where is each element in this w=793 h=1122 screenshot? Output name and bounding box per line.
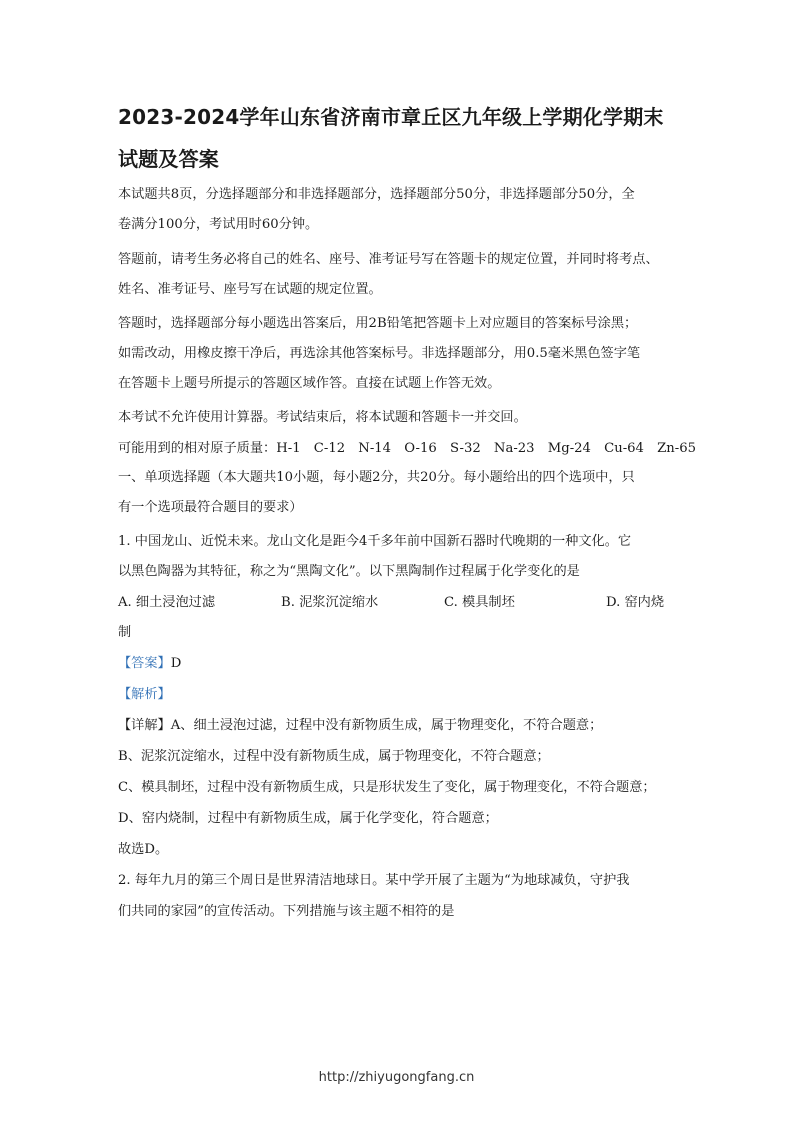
- footer-url: http://zhiyugongfang.cn: [318, 1070, 475, 1085]
- analysis-tag: 【解析】: [118, 687, 171, 702]
- answer-tag: 【答案】: [118, 656, 171, 671]
- question-2-stem-line: 2. 每年九月的第三个周日是世界清洁地球日。某中学开展了主题为“为地球减负，守护我: [118, 873, 630, 888]
- document-title-line-2: 试题及答案: [118, 147, 219, 171]
- instruction-line: 如需改动，用橡皮擦干净后，再选涂其他答案标号。非选择题部分，用0.5毫米黑色签字笔: [118, 346, 641, 361]
- question-2-stem-line: 们共同的家园”的宣传活动。下列措施与该主题不相符的是: [118, 904, 455, 919]
- section-heading-line: 有一个选项最符合题目的要求）: [118, 500, 303, 515]
- instruction-line: 本考试不允许使用计算器。考试结束后，将本试题和答题卡一并交回。: [118, 410, 527, 425]
- answer-value: D: [170, 656, 182, 671]
- option-a: A. 细土浸泡过滤: [118, 595, 216, 610]
- instruction-line: 在答题卡上题号所提示的答题区域作答。直接在试题上作答无效。: [118, 376, 501, 391]
- option-c: C. 模具制坯: [444, 595, 515, 610]
- option-d: D. 窑内烧: [606, 595, 665, 610]
- detail-line: 故选D。: [118, 842, 169, 857]
- question-1-stem-line: 1. 中国龙山、近悦未来。龙山文化是距今4千多年前中国新石器时代晚期的一种文化。它: [118, 534, 632, 549]
- atomic-mass-line: 可能用到的相对原子质量：H-1 C-12 N-14 O-16 S-32 Na-23 Mg-24 Cu-64 Zn-65: [118, 441, 697, 456]
- question-1-options: [118, 594, 678, 612]
- detail-line: 【详解】A、细土浸泡过滤，过程中没有新物质生成，属于物理变化，不符合题意；: [118, 718, 603, 733]
- instruction-line: 姓名、准考证号、座号写在试题的规定位置。: [118, 282, 382, 297]
- answer-line: [118, 655, 678, 673]
- instruction-line: 卷满分100分，考试用时60分钟。: [118, 217, 319, 232]
- detail-line: D、窑内烧制，过程中有新物质生成，属于化学变化，符合题意；: [118, 811, 498, 826]
- instruction-line: 答题前，请考生务必将自己的姓名、座号、准考证号写在答题卡的规定位置，并同时将考点、: [118, 252, 659, 267]
- option-d-continuation: 制: [118, 625, 132, 640]
- detail-line: C、模具制坯，过程中没有新物质生成，只是形状发生了变化，属于物理变化，不符合题意；: [118, 780, 656, 795]
- document-title-line-1: 2023-2024学年山东省济南市章丘区九年级上学期化学期末: [118, 105, 664, 129]
- instruction-line: 答题时，选择题部分每小题选出答案后，用2B铅笔把答题卡上对应题目的答案标号涂黑；: [118, 316, 638, 331]
- option-b: B. 泥浆沉淀缩水: [281, 595, 379, 610]
- question-1-stem-line: 以黑色陶器为其特征，称之为“黑陶文化”。以下黑陶制作过程属于化学变化的是: [118, 564, 580, 579]
- section-heading-line: 一、单项选择题（本大题共10小题，每小题2分，共20分。每小题给出的四个选项中，只: [118, 470, 635, 485]
- detail-line: B、泥浆沉淀缩水，过程中没有新物质生成，属于物理变化，不符合题意；: [118, 749, 550, 764]
- instruction-line: 本试题共8页，分选择题部分和非选择题部分，选择题部分50分，非选择题部分50分，全: [118, 187, 635, 202]
